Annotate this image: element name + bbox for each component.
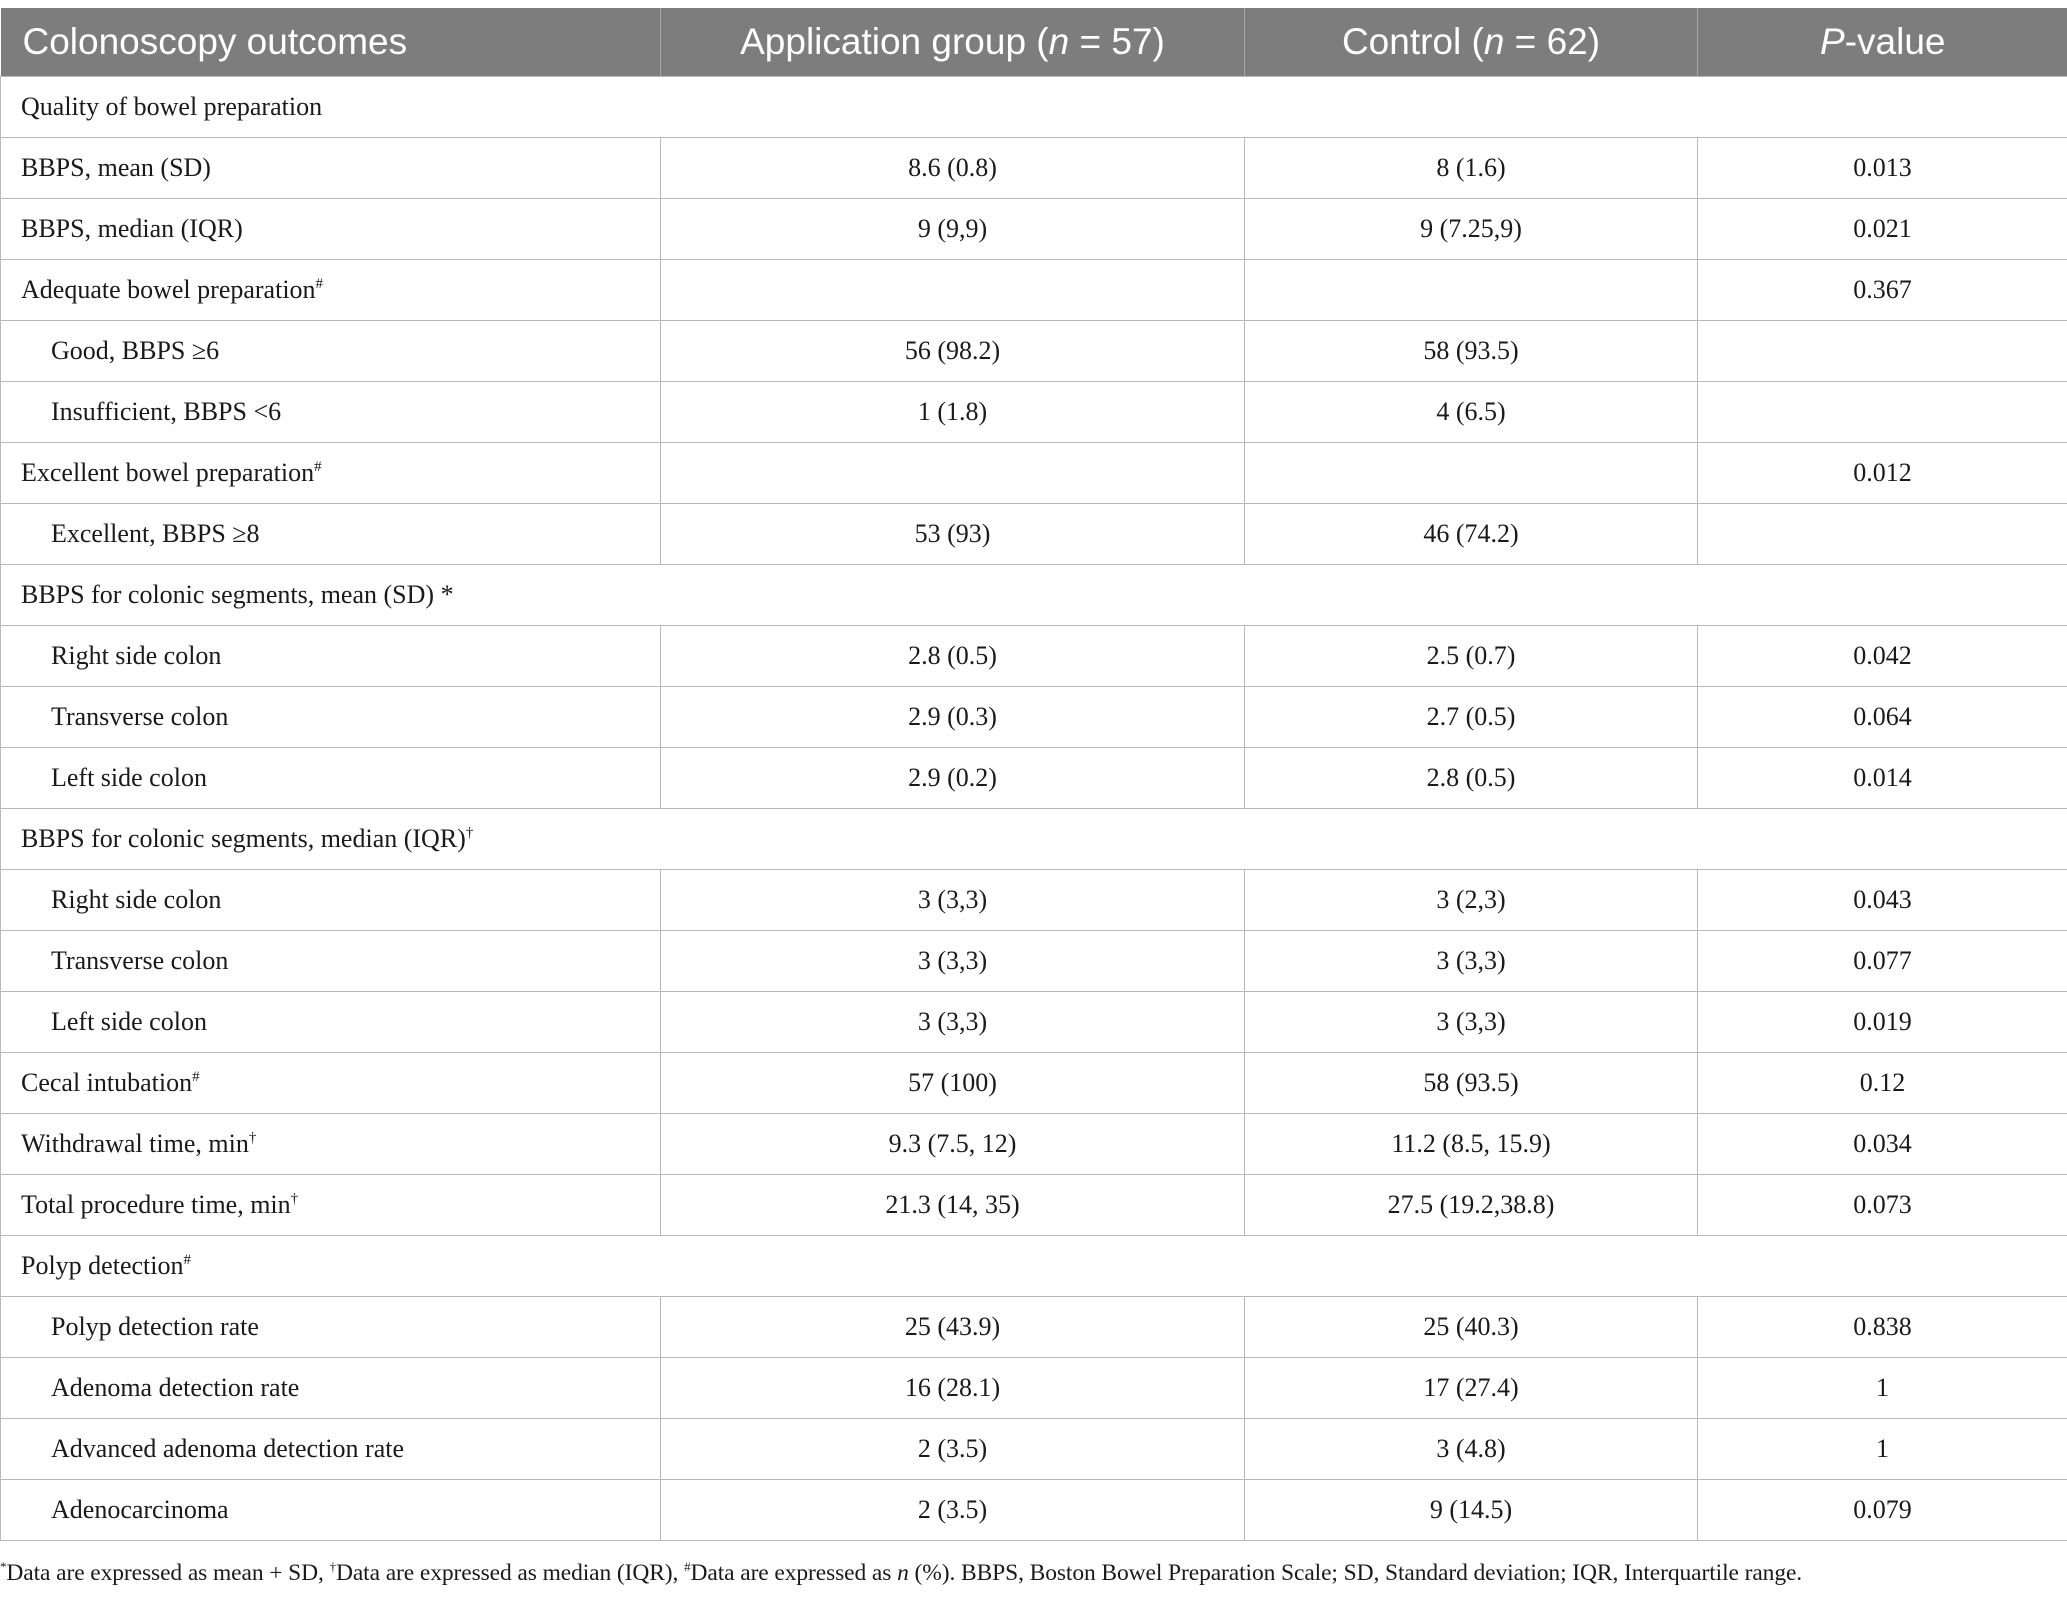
row-label: BBPS, median (IQR) xyxy=(1,199,661,260)
control-value: 58 (93.5) xyxy=(1245,1053,1698,1114)
table-row xyxy=(1,321,2067,382)
application-value: 2 (3.5) xyxy=(661,1419,1245,1480)
table-row xyxy=(1,138,2067,199)
header-control: Control (n = 62) xyxy=(1245,8,1698,77)
row-label: BBPS, mean (SD) xyxy=(1,138,661,199)
table-row xyxy=(1,504,2067,565)
p-value: 0.838 xyxy=(1698,1297,2067,1358)
application-value: 57 (100) xyxy=(661,1053,1245,1114)
control-value: 9 (7.25,9) xyxy=(1245,199,1698,260)
row-label: Left side colon xyxy=(1,992,661,1053)
table-row xyxy=(1,687,2067,748)
table-row xyxy=(1,382,2067,443)
table-row xyxy=(1,565,2067,626)
application-value xyxy=(661,443,1245,504)
application-value: 53 (93) xyxy=(661,504,1245,565)
p-value: 0.034 xyxy=(1698,1114,2067,1175)
control-value: 2.5 (0.7) xyxy=(1245,626,1698,687)
row-label: Adequate bowel preparation# xyxy=(1,260,661,321)
row-label: Excellent, BBPS ≥8 xyxy=(1,504,661,565)
section-label: BBPS for colonic segments, mean (SD) * xyxy=(1,565,2067,626)
p-value: 1 xyxy=(1698,1358,2067,1419)
table-row xyxy=(1,1297,2067,1358)
control-value: 25 (40.3) xyxy=(1245,1297,1698,1358)
table-row xyxy=(1,992,2067,1053)
control-value: 3 (4.8) xyxy=(1245,1419,1698,1480)
table-footnote: *Data are expressed as mean + SD, †Data are expressed as median (IQR), #Data are expressed as n (%). BBPS, Boston Bowel Preparation Scale; SD, Standard deviation; IQR, Interquartile range. xyxy=(0,1559,1803,1586)
control-value: 3 (2,3) xyxy=(1245,870,1698,931)
table-row xyxy=(1,1419,2067,1480)
control-value: 17 (27.4) xyxy=(1245,1358,1698,1419)
table-row xyxy=(1,748,2067,809)
control-value: 3 (3,3) xyxy=(1245,931,1698,992)
control-value: 27.5 (19.2,38.8) xyxy=(1245,1175,1698,1236)
p-value xyxy=(1698,504,2067,565)
control-value xyxy=(1245,260,1698,321)
application-value: 1 (1.8) xyxy=(661,382,1245,443)
control-value: 2.7 (0.5) xyxy=(1245,687,1698,748)
application-value: 56 (98.2) xyxy=(661,321,1245,382)
row-label: Cecal intubation# xyxy=(1,1053,661,1114)
row-label: Polyp detection rate xyxy=(1,1297,661,1358)
p-value: 0.043 xyxy=(1698,870,2067,931)
p-value: 0.013 xyxy=(1698,138,2067,199)
colonoscopy-outcomes-table xyxy=(0,8,2067,1541)
p-value: 0.042 xyxy=(1698,626,2067,687)
row-label: Transverse colon xyxy=(1,931,661,992)
row-label: Adenocarcinoma xyxy=(1,1480,661,1541)
table-row xyxy=(1,77,2067,138)
table-row xyxy=(1,1358,2067,1419)
control-value: 11.2 (8.5, 15.9) xyxy=(1245,1114,1698,1175)
row-label: Total procedure time, min† xyxy=(1,1175,661,1236)
control-value: 2.8 (0.5) xyxy=(1245,748,1698,809)
table-row xyxy=(1,1480,2067,1541)
table-row xyxy=(1,1175,2067,1236)
row-label: Advanced adenoma detection rate xyxy=(1,1419,661,1480)
application-value: 16 (28.1) xyxy=(661,1358,1245,1419)
application-value: 8.6 (0.8) xyxy=(661,138,1245,199)
row-label: Insufficient, BBPS <6 xyxy=(1,382,661,443)
application-value: 2.8 (0.5) xyxy=(661,626,1245,687)
p-value: 0.079 xyxy=(1698,1480,2067,1541)
row-label: Right side colon xyxy=(1,626,661,687)
p-value: 0.12 xyxy=(1698,1053,2067,1114)
table-row xyxy=(1,199,2067,260)
control-value: 46 (74.2) xyxy=(1245,504,1698,565)
p-value: 0.073 xyxy=(1698,1175,2067,1236)
table-row xyxy=(1,260,2067,321)
row-label: Good, BBPS ≥6 xyxy=(1,321,661,382)
row-label: Transverse colon xyxy=(1,687,661,748)
header-application-group: Application group (n = 57) xyxy=(661,8,1245,77)
table-row xyxy=(1,1236,2067,1297)
p-value: 0.021 xyxy=(1698,199,2067,260)
control-value: 8 (1.6) xyxy=(1245,138,1698,199)
application-value: 3 (3,3) xyxy=(661,931,1245,992)
application-value: 25 (43.9) xyxy=(661,1297,1245,1358)
application-value: 9.3 (7.5, 12) xyxy=(661,1114,1245,1175)
p-value: 0.064 xyxy=(1698,687,2067,748)
control-value: 3 (3,3) xyxy=(1245,992,1698,1053)
p-value: 0.019 xyxy=(1698,992,2067,1053)
table-row xyxy=(1,931,2067,992)
p-value: 0.077 xyxy=(1698,931,2067,992)
header-row xyxy=(1,8,2067,77)
p-value: 1 xyxy=(1698,1419,2067,1480)
row-label: Excellent bowel preparation# xyxy=(1,443,661,504)
row-label: Right side colon xyxy=(1,870,661,931)
control-value: 4 (6.5) xyxy=(1245,382,1698,443)
section-label: Polyp detection# xyxy=(1,1236,2067,1297)
section-label: BBPS for colonic segments, median (IQR)† xyxy=(1,809,2067,870)
row-label: Withdrawal time, min† xyxy=(1,1114,661,1175)
application-value: 3 (3,3) xyxy=(661,992,1245,1053)
table-row xyxy=(1,1053,2067,1114)
application-value: 2 (3.5) xyxy=(661,1480,1245,1541)
application-value: 2.9 (0.2) xyxy=(661,748,1245,809)
p-value xyxy=(1698,382,2067,443)
application-value: 3 (3,3) xyxy=(661,870,1245,931)
table-row xyxy=(1,443,2067,504)
p-value: 0.367 xyxy=(1698,260,2067,321)
control-value: 9 (14.5) xyxy=(1245,1480,1698,1541)
application-value: 9 (9,9) xyxy=(661,199,1245,260)
p-value xyxy=(1698,321,2067,382)
row-label: Adenoma detection rate xyxy=(1,1358,661,1419)
table-row xyxy=(1,1114,2067,1175)
table-row xyxy=(1,626,2067,687)
section-label: Quality of bowel preparation xyxy=(1,77,2067,138)
application-value: 21.3 (14, 35) xyxy=(661,1175,1245,1236)
application-value: 2.9 (0.3) xyxy=(661,687,1245,748)
header-p-value: P-value xyxy=(1698,8,2067,77)
control-value: 58 (93.5) xyxy=(1245,321,1698,382)
table-row xyxy=(1,870,2067,931)
header-outcomes: Colonoscopy outcomes xyxy=(1,8,661,77)
application-value xyxy=(661,260,1245,321)
p-value: 0.014 xyxy=(1698,748,2067,809)
row-label: Left side colon xyxy=(1,748,661,809)
control-value xyxy=(1245,443,1698,504)
table-row xyxy=(1,809,2067,870)
p-value: 0.012 xyxy=(1698,443,2067,504)
